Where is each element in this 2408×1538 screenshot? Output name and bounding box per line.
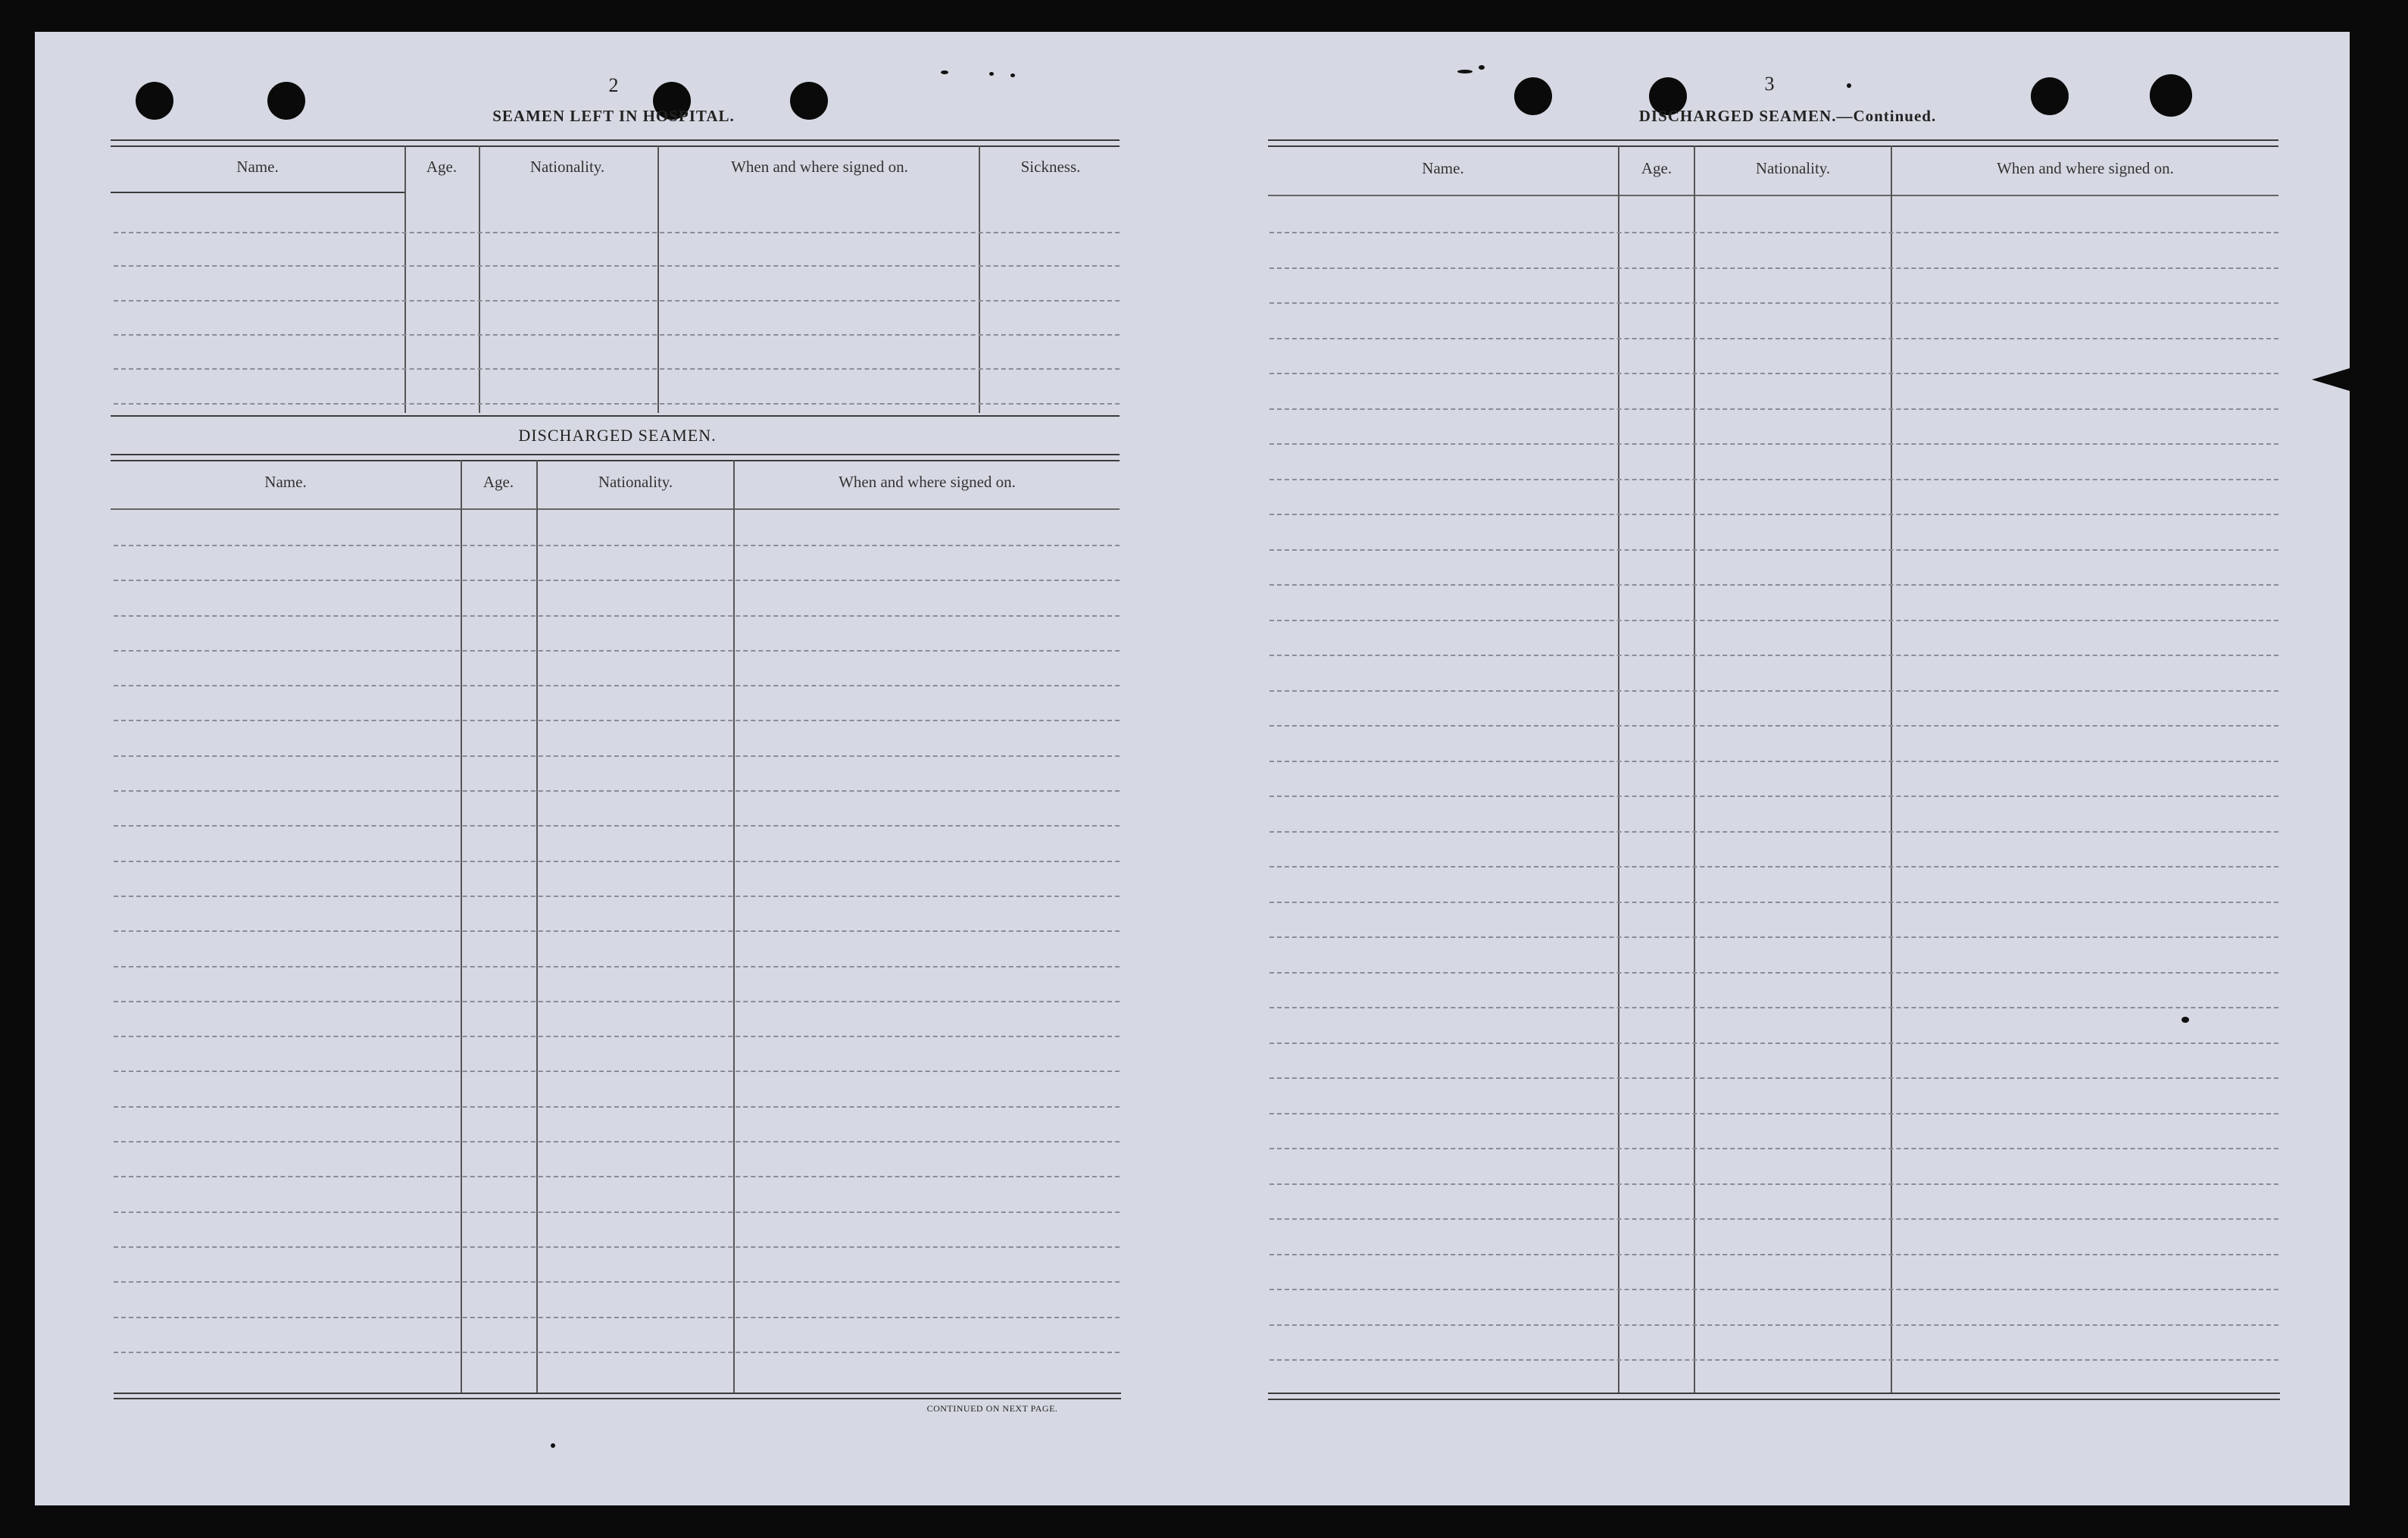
page-number-right: 3 (1764, 73, 1775, 95)
table-row (114, 1106, 1120, 1108)
table-row (114, 720, 1120, 721)
col-divider (536, 460, 538, 1393)
table-row (1270, 1113, 2278, 1114)
col-divider (979, 145, 980, 413)
table-row (114, 368, 1120, 370)
col-header-name: Name. (236, 158, 279, 176)
table-row (114, 1281, 1120, 1283)
col-divider (733, 460, 735, 1393)
continued-footer: CONTINUED ON NEXT PAGE. (926, 1403, 1058, 1414)
rule (111, 460, 1120, 461)
table-row (1270, 655, 2278, 656)
table-row (1270, 831, 2278, 833)
table-row (114, 1317, 1120, 1318)
table-row (1270, 796, 2278, 797)
table-row (1270, 1324, 2278, 1326)
rule (114, 1398, 1121, 1399)
punch-hole (136, 82, 173, 120)
ink-speck (989, 72, 994, 76)
rule (111, 145, 1120, 147)
table-row (1270, 232, 2278, 233)
rule (111, 192, 404, 193)
table-row (1270, 302, 2278, 304)
table-row (1270, 584, 2278, 586)
col-header-name: Name. (264, 473, 307, 491)
table-row (1270, 479, 2278, 480)
table-row (1270, 725, 2278, 727)
col-header-nationality: Nationality. (529, 158, 605, 176)
ink-speck (1479, 65, 1485, 70)
table-row (1270, 1254, 2278, 1255)
rule (111, 415, 1120, 417)
col-header-name: Name. (1422, 159, 1464, 177)
table-row (114, 685, 1120, 686)
ink-speck (2182, 1017, 2189, 1023)
hospital-section-title: SEAMEN LEFT IN HOSPITAL. (492, 107, 735, 125)
ink-speck (1457, 70, 1473, 73)
ink-speck (1847, 83, 1851, 88)
table-row (1270, 549, 2278, 551)
discharged-section-title: DISCHARGED SEAMEN. (518, 426, 717, 445)
discharged-continued-title: DISCHARGED SEAMEN.—Continued. (1638, 107, 1937, 125)
rule (1268, 1393, 2280, 1394)
col-divider (657, 145, 659, 413)
col-divider (461, 460, 462, 1393)
table-row (1270, 373, 2278, 374)
table-row (114, 1071, 1120, 1072)
col-header-nationality: Nationality. (1755, 159, 1831, 177)
col-header-signed-on: When and where signed on. (731, 158, 908, 176)
table-row (1270, 408, 2278, 410)
table-row (114, 1352, 1120, 1353)
table-row (1270, 514, 2278, 515)
col-header-age: Age. (1641, 159, 1672, 177)
table-row (114, 403, 1120, 405)
rule (1268, 145, 2278, 147)
ink-speck (941, 70, 948, 74)
col-divider (404, 145, 406, 413)
col-header-age: Age. (483, 473, 514, 491)
table-row (114, 1211, 1120, 1213)
table-row (1270, 443, 2278, 445)
table-row (1270, 761, 2278, 762)
table-row (1270, 267, 2278, 269)
table-row (114, 861, 1120, 862)
col-header-age: Age. (426, 158, 458, 176)
ink-speck (1010, 73, 1015, 77)
rule (1268, 1399, 2280, 1400)
punch-hole (2031, 77, 2069, 115)
col-divider (1694, 145, 1695, 1393)
table-row (114, 334, 1120, 336)
col-header-signed-on: When and where signed on. (1997, 159, 2174, 177)
table-row (1270, 1043, 2278, 1044)
rule (1268, 195, 2278, 196)
rule (111, 139, 1120, 141)
rule (1268, 139, 2278, 141)
col-divider (1891, 145, 1892, 1393)
form-sheet (35, 32, 2350, 1505)
col-header-sickness: Sickness. (1020, 158, 1081, 176)
table-row (114, 1141, 1120, 1143)
table-row (114, 930, 1120, 932)
table-row (1270, 1077, 2278, 1079)
table-row (1270, 1359, 2278, 1361)
rule (114, 1393, 1121, 1394)
table-row (114, 825, 1120, 827)
table-row (114, 1036, 1120, 1037)
page-number-left: 2 (608, 74, 619, 96)
table-row (114, 615, 1120, 617)
table-row (1270, 1183, 2278, 1185)
table-row (1270, 902, 2278, 903)
col-divider (479, 145, 480, 413)
punch-hole (2150, 74, 2192, 117)
table-row (114, 896, 1120, 897)
col-header-signed-on: When and where signed on. (839, 473, 1016, 491)
table-row (1270, 866, 2278, 867)
table-row (114, 545, 1120, 546)
table-row (114, 755, 1120, 757)
col-divider (1618, 145, 1619, 1393)
rule (111, 454, 1120, 455)
table-row (1270, 338, 2278, 339)
table-row (1270, 1289, 2278, 1290)
table-row (114, 1176, 1120, 1177)
table-row (1270, 936, 2278, 938)
table-row (1270, 620, 2278, 621)
table-row (114, 966, 1120, 968)
table-row (1270, 1218, 2278, 1220)
punch-hole (267, 82, 305, 120)
table-row (114, 650, 1120, 652)
table-row (114, 265, 1120, 267)
table-row (1270, 972, 2278, 974)
table-row (114, 232, 1120, 233)
table-row (1270, 690, 2278, 692)
table-row (1270, 1007, 2278, 1008)
table-row (1270, 1148, 2278, 1149)
table-row (114, 1246, 1120, 1248)
table-row (114, 300, 1120, 302)
ink-speck (551, 1443, 555, 1448)
punch-hole (1514, 77, 1552, 115)
rule (111, 508, 1120, 510)
table-row (114, 1001, 1120, 1002)
col-header-nationality: Nationality. (598, 473, 673, 491)
table-row (114, 580, 1120, 581)
table-row (114, 790, 1120, 792)
